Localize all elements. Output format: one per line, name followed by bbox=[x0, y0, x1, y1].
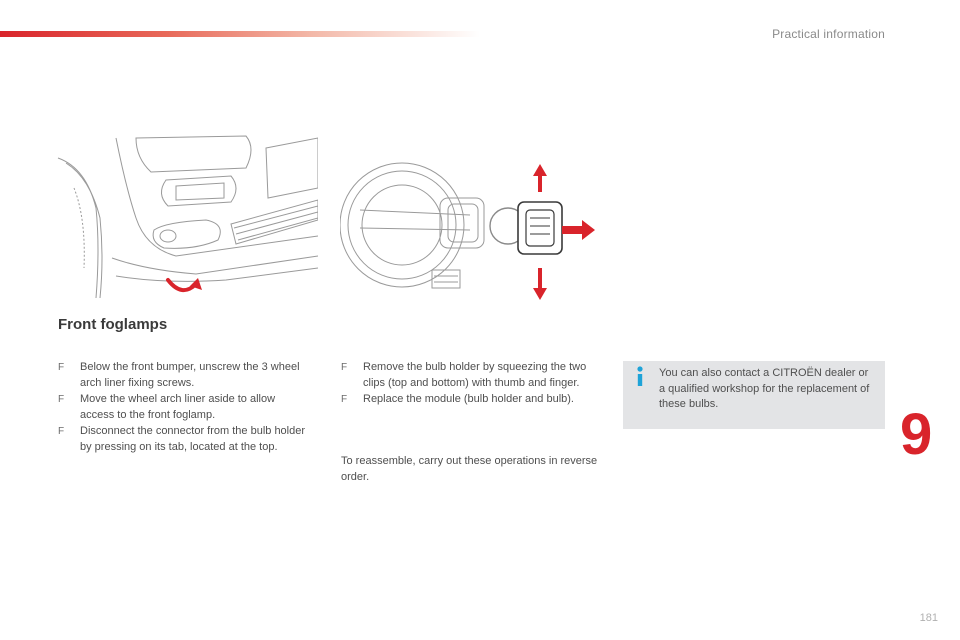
step-text: Disconnect the connector from the bulb holder by pressing on its tab, located at the top. bbox=[80, 425, 306, 453]
step-text: Replace the module (bulb holder and bulb). bbox=[363, 393, 574, 405]
step-text: Below the front bumper, unscrew the 3 wheel arch liner fixing screws. bbox=[80, 361, 300, 389]
page-number: 181 bbox=[919, 612, 938, 624]
step-text: Move the wheel arch liner aside to allow access to the front foglamp. bbox=[80, 393, 276, 421]
info-box bbox=[623, 361, 885, 429]
header-color-bar bbox=[0, 31, 480, 37]
list-item bbox=[58, 392, 308, 423]
bullet-icon: F bbox=[58, 394, 65, 405]
bullet-icon: F bbox=[58, 362, 65, 373]
bullet-icon: F bbox=[341, 394, 348, 405]
bumper-illustration bbox=[56, 128, 318, 298]
list-item bbox=[58, 360, 308, 391]
reassemble-note: To reassemble, carry out these operations in reverse order. bbox=[341, 455, 598, 483]
info-text: You can also contact a CITROËN dealer or a qualified workshop for the replacement of these bulbs. bbox=[659, 367, 870, 410]
list-item bbox=[341, 360, 609, 391]
foglamp-bulb-holder-illustration bbox=[340, 130, 605, 305]
section-header: Practical information bbox=[772, 27, 885, 41]
steps-list-left bbox=[58, 360, 308, 456]
chapter-number: 9 bbox=[900, 402, 933, 467]
list-item bbox=[341, 392, 609, 408]
step-text: Remove the bulb holder by squeezing the two clips (top and bottom) with thumb and finger. bbox=[363, 361, 587, 389]
page-title: Front foglamps bbox=[58, 316, 168, 333]
list-item bbox=[58, 424, 308, 455]
bullet-icon: F bbox=[58, 426, 65, 437]
steps-list-middle bbox=[341, 360, 609, 409]
bullet-icon: F bbox=[341, 362, 348, 373]
info-icon bbox=[633, 365, 647, 387]
